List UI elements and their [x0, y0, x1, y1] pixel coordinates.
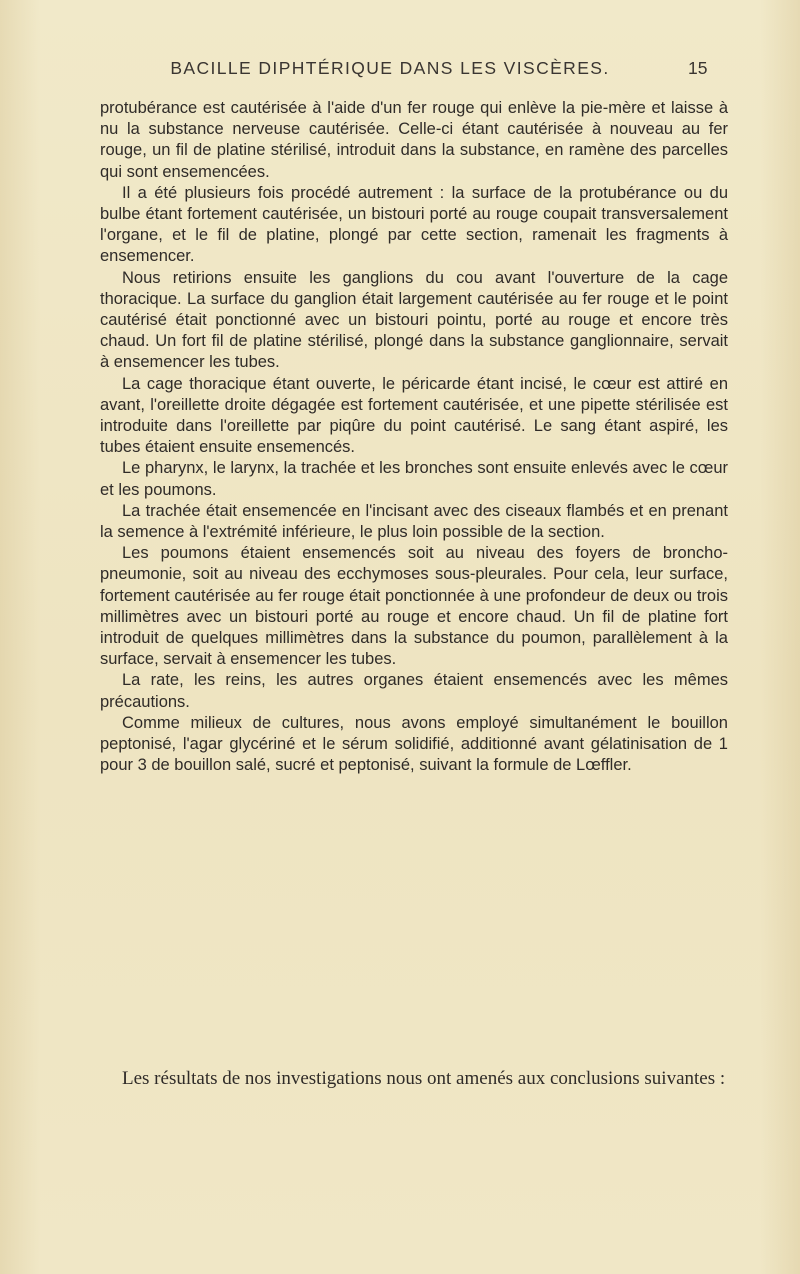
- paragraph-protuberance: protubérance est cautérisée à l'aide d'un fer rouge qui enlève la pie-mère et laisse à nu la substance nerveuse cautérisée. Celle-ci étant cautérisée à nouveau au fer rouge, un fil de platine stérilisé, introduit dans la substance, en ramène des parcelles qui sont ensemencées.: [100, 99, 728, 181]
- page-right-shadow: [760, 0, 800, 1274]
- paragraph-alternate-method: Il a été plusieurs fois procédé autrement : la surface de la protubérance ou du bulbe étant fortement cautérisée, un bistouri porté au rouge coupait transversalement l'organe, et le fil de platine, plongé par cette section, ramenait les fragments à ensemencer.: [100, 183, 728, 266]
- running-title: BACILLE DIPHTÉRIQUE DANS LES VISCÈRES.: [170, 58, 610, 78]
- page-left-shadow: [0, 0, 40, 1274]
- paragraph-ganglions: Nous retirions ensuite les ganglions du cou avant l'ouverture de la cage thoracique. La surface du ganglion était largement cautérisée au fer rouge et le point cautérisé était ponctionné avec un bistouri pointu, porté au rouge et encore très chaud. Un fort fil de platine stérilisé, plongé dans la substance ganglionnaire, servait à ensemencer les tubes.: [100, 268, 728, 372]
- paragraph-heart: La cage thoracique étant ouverte, le péricarde étant incisé, le cœur est attiré en avant, l'oreillette droite dégagée est fortement cautérisée, et une pipette stérilisée est introduite dans l'oreillette par piqûre du point cautérisé. Le sang étant aspiré, les tubes étaient ensuite ensemencés.: [100, 374, 728, 457]
- conclusion-line: Les résultats de nos investigations nous ont amenés aux conclusions suivantes :: [122, 1068, 726, 1089]
- page-number: 15: [688, 58, 708, 78]
- paragraph-lungs: Les poumons étaient ensemencés soit au niveau des foyers de broncho-pneumonie, soit au niveau des ecchymoses sous-pleurales. Pour cela, leur surface, fortement cautérisée au fer rouge était ponctionnée à une profondeur de deux ou trois millimètres avec un bistouri porté au rouge et encore chaud. Un fil de platine fort introduit de quelques millimètres dans la substance du poumon, parallèlement à la surface, servait à ensemencer les tubes.: [100, 544, 728, 669]
- paragraph-culture-media: Comme milieux de cultures, nous avons employé simultanément le bouillon peptonisé, l'agar glycériné et le sérum solidifié, additionné avant gélatinisation de 1 pour 3 de bouillon salé, sucré et peptonisé, suivant la formule de Lœffler.: [100, 713, 728, 775]
- paragraph-pharynx: Le pharynx, le larynx, la trachée et les bronches sont ensuite enlevés avec le cœur et les poumons.: [100, 459, 728, 499]
- paragraph-trachea: La trachée était ensemencée en l'incisant avec des ciseaux flambés et en prenant la semence à l'extrémité inférieure, le plus loin possible de la section.: [100, 501, 728, 542]
- body-text: [100, 98, 728, 777]
- paragraph-other-organs: La rate, les reins, les autres organes étaient ensemencés avec les mêmes précautions.: [100, 671, 728, 711]
